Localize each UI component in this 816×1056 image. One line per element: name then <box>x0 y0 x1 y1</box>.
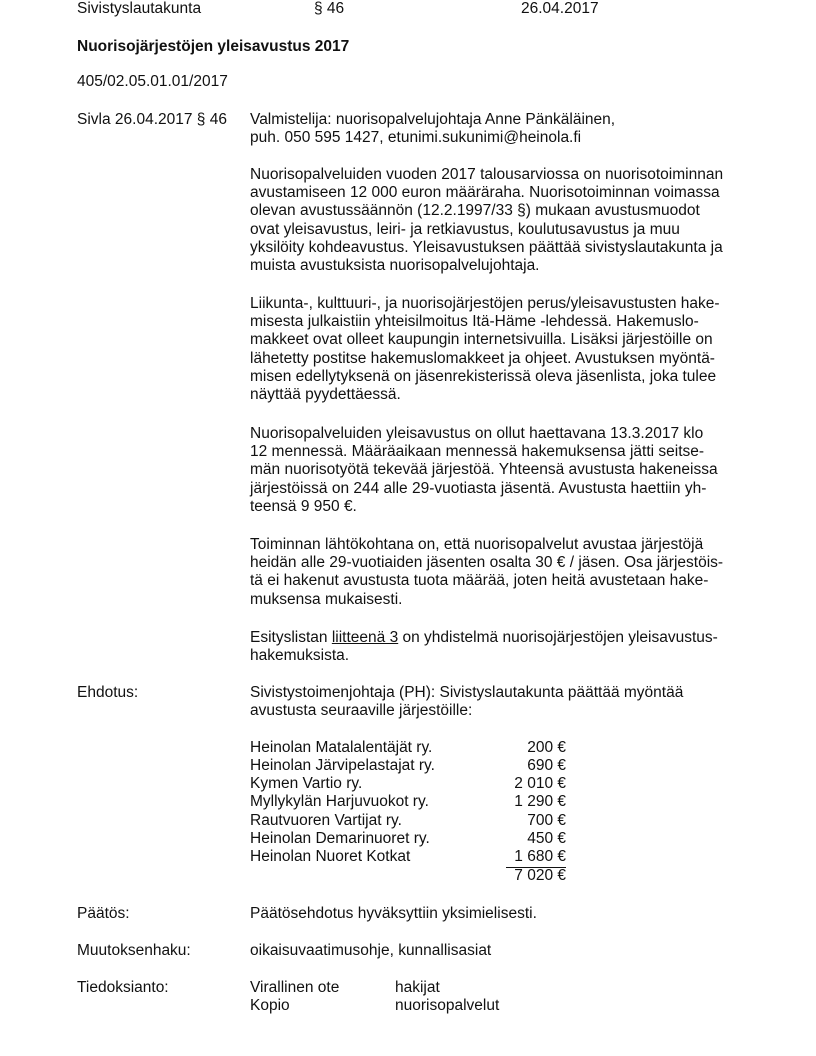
preparer-contact: puh. 050 595 1427, etunimi.sukunimi@heinola.fi <box>250 129 582 147</box>
grant-row <box>250 812 566 830</box>
paragraph-line: 12 mennessä. Määräaikaan mennessä hakemuksensa jätti seitse- <box>250 443 705 461</box>
decision-label: Päätös: <box>77 905 130 922</box>
attachment-link[interactable]: liitteenä 3 <box>331 629 399 646</box>
notification-recipient: nuorisopalvelut <box>395 997 500 1014</box>
grant-total: 7 020 € <box>514 867 566 884</box>
attachment-line-2: hakemuksista. <box>250 647 350 665</box>
paragraph-line: misesta julkaistiin yhteisilmoitus Itä-Häme -lehdessä. Hakemuslo- <box>250 313 699 331</box>
appeal-label: Muutoksenhaku: <box>77 942 191 959</box>
grant-row <box>250 757 566 775</box>
grant-org: Heinolan Nuoret Kotkat <box>250 848 411 865</box>
appeal-text: oikaisuvaatimusohje, kunnallisasiat <box>250 942 492 959</box>
grant-row <box>250 775 566 793</box>
proposal-label: Ehdotus: <box>77 684 139 701</box>
grant-row <box>250 793 566 811</box>
paragraph-attachment <box>250 629 750 665</box>
decision-text: Päätösehdotus hyväksyttiin yksimielisesti. <box>250 905 537 922</box>
paragraph-line: misen edellytyksenä on jäsenrekisterissä oleva jäsenlista, joka tulee <box>250 367 717 385</box>
grant-row <box>250 739 566 757</box>
paragraph-applications <box>250 425 750 516</box>
grant-row <box>250 830 566 848</box>
grant-amount: 1 680 € <box>514 848 566 865</box>
paragraph-principle <box>250 536 750 609</box>
paragraph-line: män nuorisotyötä tekevää järjestöä. Yhteensä avustusta hakeneissa <box>250 461 718 479</box>
notification-recipient: hakijat <box>395 979 440 996</box>
grant-org: Rautvuoren Vartijat ry. <box>250 812 402 829</box>
proposal-line: Sivistystoimenjohtaja (PH): Sivistyslautakunta päättää myöntää <box>250 684 684 701</box>
grant-row <box>250 848 566 866</box>
paragraph-line: muksensa mukaisesti. <box>250 590 403 608</box>
paragraph-line: ovat yleisavustus, leiri- ja retkiavustus, koulutusavustus ja muu <box>250 220 680 238</box>
paragraph-line: muista avustuksista nuorisopalvelujohtaja. <box>250 257 540 275</box>
grant-amount: 690 € <box>527 757 566 774</box>
notification-type: Kopio <box>250 997 290 1014</box>
paragraph-line: heidän alle 29-vuotiaiden jäsenten osalta 30 € / jäsen. Osa järjestöis- <box>250 554 724 572</box>
paragraph-line: lähetetty postitse hakemuslomakkeet ja ohjeet. Avustuksen myöntä- <box>250 349 715 367</box>
attachment-line <box>250 629 750 647</box>
paragraph-line: avustamiseen 12 000 euron määräraha. Nuorisotoiminnan voimassa <box>250 184 720 202</box>
document-title: Nuorisojärjestöjen yleisavustus 2017 <box>77 38 350 55</box>
paragraph-line: Nuorisopalveluiden yleisavustus on ollut haettavana 13.3.2017 klo <box>250 425 704 442</box>
paragraph-line: teensä 9 950 €. <box>250 497 357 515</box>
header-board: Sivistyslautakunta <box>77 0 202 17</box>
attachment-text-after: on yhdistelmä nuorisojärjestöjen yleisavustus- <box>398 629 718 646</box>
grant-org: Heinolan Matalalentäjät ry. <box>250 739 433 756</box>
paragraph-line: makkeet ovat olleet kaupungin internetsivuilla. Lisäksi järjestöille on <box>250 331 713 349</box>
grant-org: Kymen Vartio ry. <box>250 775 363 792</box>
grant-amount: 450 € <box>527 830 566 847</box>
record-number: 405/02.05.01.01/2017 <box>77 73 228 90</box>
preparer-info <box>250 111 750 147</box>
notification-type: Virallinen ote <box>250 979 340 996</box>
proposal-line: avustusta seuraaville järjestöille: <box>250 702 473 720</box>
paragraph-line: tä ei hakenut avustusta tuota määrää, joten heitä avustetaan hake- <box>250 572 709 590</box>
grant-total-row <box>250 867 566 885</box>
paragraph-line: olevan avustussäännön (12.2.1997/33 §) mukaan avustusmuodot <box>250 202 700 220</box>
meeting-reference: Sivla 26.04.2017 § 46 <box>77 111 227 128</box>
paragraph-line: järjestöissä on 244 alle 29-vuotiasta jäsentä. Avustusta haettiin yh- <box>250 479 707 497</box>
preparer-line: Valmistelija: nuorisopalvelujohtaja Anne Pänkäläinen, <box>250 111 616 128</box>
paragraph-line: Liikunta-, kulttuuri-, ja nuorisojärjestöjen perus/yleisavustusten hake- <box>250 295 720 312</box>
grant-amount: 700 € <box>527 812 566 829</box>
grant-amount: 2 010 € <box>514 775 566 792</box>
grant-org: Heinolan Järvipelastajat ry. <box>250 757 435 774</box>
grant-amount: 1 290 € <box>514 793 566 810</box>
paragraph-line: yksilöity kohdeavustus. Yleisavustuksen päättää sivistyslautakunta ja <box>250 238 723 256</box>
grant-amount: 200 € <box>527 739 566 756</box>
header-section: § 46 <box>314 0 345 17</box>
grant-org: Heinolan Demarinuoret ry. <box>250 830 430 847</box>
grant-org: Myllykylän Harjuvuokot ry. <box>250 793 429 810</box>
paragraph-line: Nuorisopalveluiden vuoden 2017 talousarviossa on nuorisotoiminnan <box>250 166 724 183</box>
paragraph-line: näyttää pyydettäessä. <box>250 386 401 404</box>
paragraph-line: Toiminnan lähtökohtana on, että nuorisopalvelut avustaa järjestöjä <box>250 536 704 553</box>
paragraph-announcement <box>250 295 750 404</box>
notification-label: Tiedoksianto: <box>77 979 169 996</box>
proposal-text <box>250 684 750 720</box>
header-date: 26.04.2017 <box>521 0 599 17</box>
paragraph-budget <box>250 166 750 275</box>
attachment-text-before: Esityslistan <box>250 629 332 646</box>
